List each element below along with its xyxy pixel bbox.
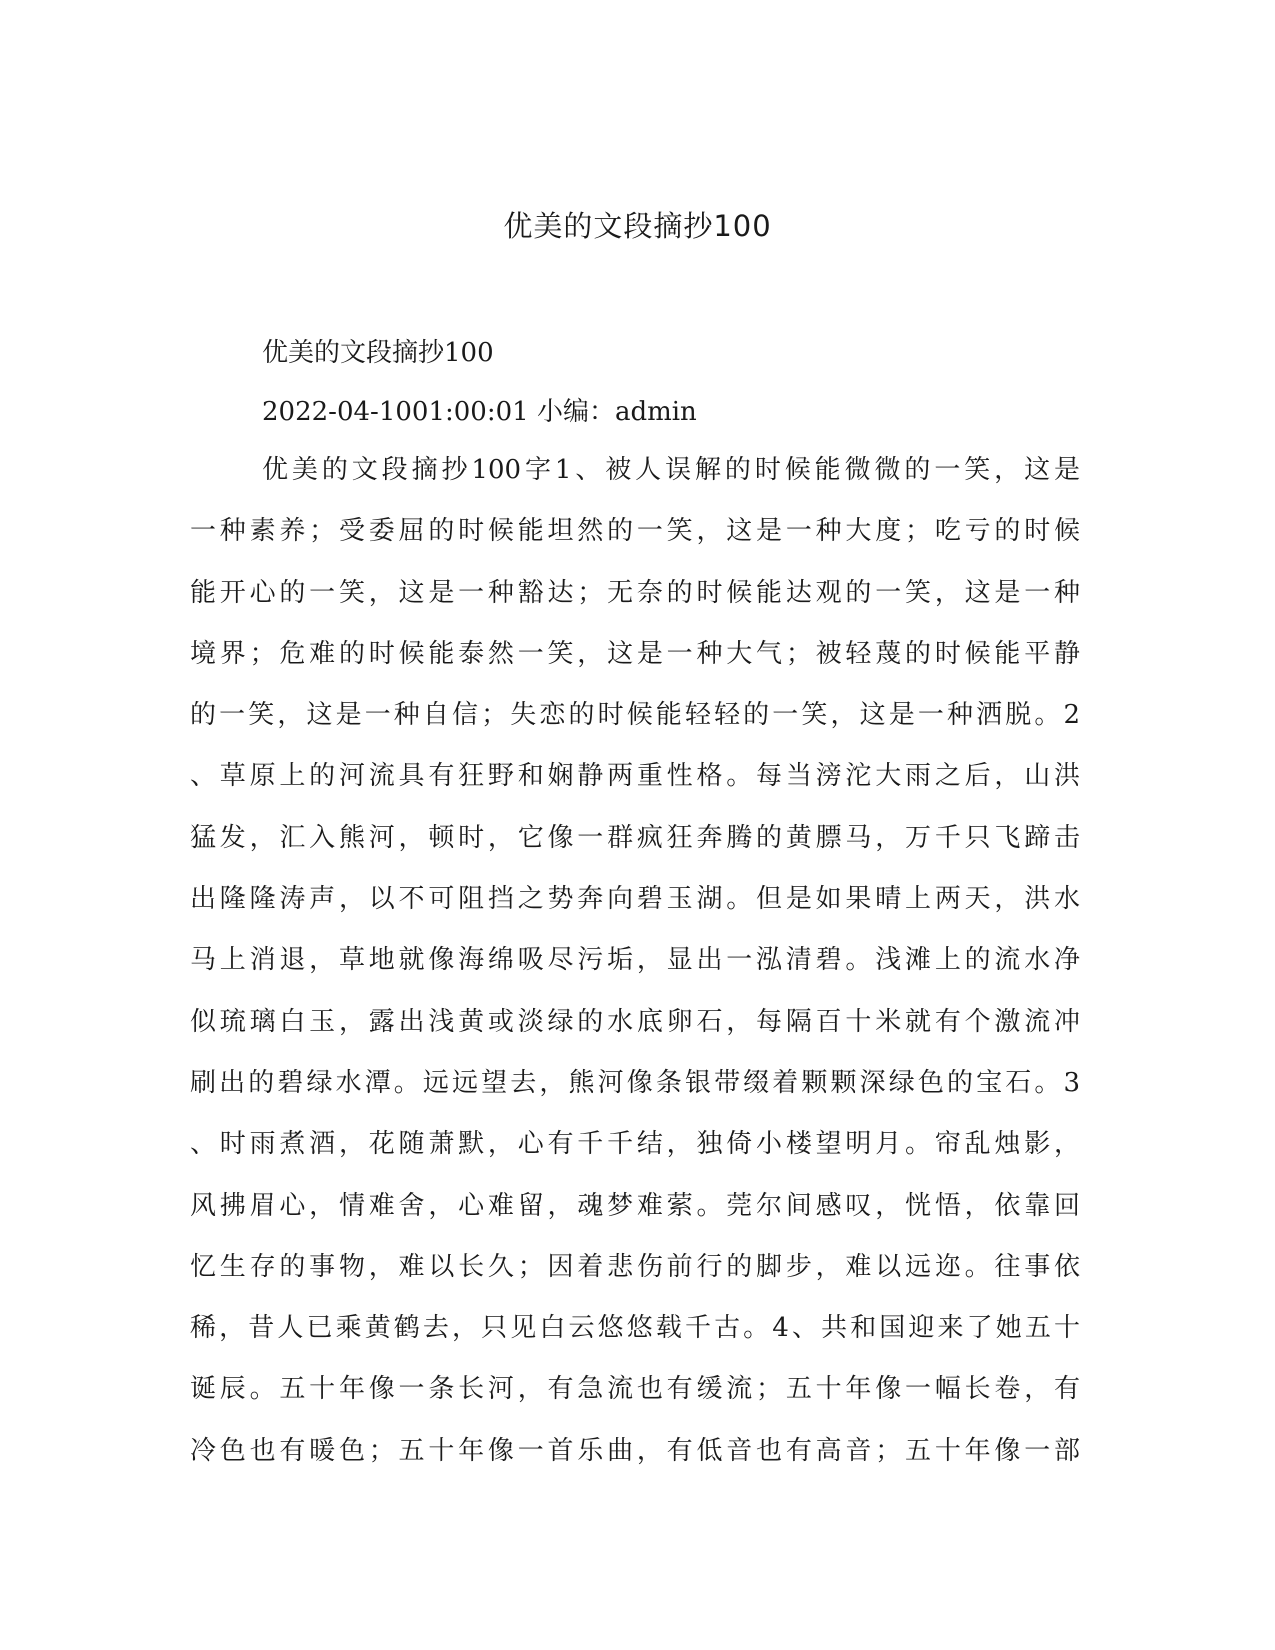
body-line: 、时雨煮酒，花随萧默，心有千千结，独倚小楼望明月。帘乱烛影， xyxy=(190,1129,1080,1160)
body-line: 、草原上的河流具有狂野和娴静两重性格。每当滂沱大雨之后，山洪 xyxy=(190,761,1080,792)
body-line: 境界；危难的时候能泰然一笑，这是一种大气；被轻蔑的时候能平静 xyxy=(190,638,1080,669)
body-line: 风拂眉心，情难舍，心难留，魂梦难萦。莞尔间感叹，恍悟，依靠回 xyxy=(190,1190,1080,1221)
body-line: 马上消退，草地就像海绵吸尽污垢，显出一泓清碧。浅滩上的流水净 xyxy=(190,945,1080,976)
body-line: 刷出的碧绿水潭。远远望去，熊河像条银带缀着颗颗深绿色的宝石。3 xyxy=(190,1067,1080,1098)
body-line: 忆生存的事物，难以长久；因着悲伤前行的脚步，难以远迩。往事依 xyxy=(190,1251,1080,1282)
document-title: 优美的文段摘抄100 xyxy=(503,209,772,243)
document-subtitle: 优美的文段摘抄100 xyxy=(262,338,494,368)
body-paragraph xyxy=(190,450,1080,1492)
body-line: 稀，昔人已乘黄鹤去，只见白云悠悠载千古。4、共和国迎来了她五十 xyxy=(190,1313,1080,1344)
body-line: 冷色也有暖色；五十年像一首乐曲，有低音也有高音；五十年像一部 xyxy=(190,1435,1080,1466)
body-line: 诞辰。五十年像一条长河，有急流也有缓流；五十年像一幅长卷，有 xyxy=(190,1374,1080,1405)
body-line: 一种素养；受委屈的时候能坦然的一笑，这是一种大度；吃亏的时候 xyxy=(190,516,1080,547)
body-line: 似琉璃白玉，露出浅黄或淡绿的水底卵石，每隔百十米就有个激流冲 xyxy=(190,1006,1080,1037)
document-meta: 2022-04-1001:00:01 小编：admin xyxy=(262,397,697,427)
body-line: 猛发，汇入熊河，顿时，它像一群疯狂奔腾的黄膘马，万千只飞蹄击 xyxy=(190,822,1080,853)
body-line: 出隆隆涛声，以不可阻挡之势奔向碧玉湖。但是如果晴上两天，洪水 xyxy=(190,884,1080,915)
body-line: 优美的文段摘抄100字1、被人误解的时候能微微的一笑，这是 xyxy=(262,455,1080,485)
body-line: 的一笑，这是一种自信；失恋的时候能轻轻的一笑，这是一种洒脱。2 xyxy=(190,700,1080,731)
body-line: 能开心的一笑，这是一种豁达；无奈的时候能达观的一笑，这是一种 xyxy=(190,577,1080,608)
